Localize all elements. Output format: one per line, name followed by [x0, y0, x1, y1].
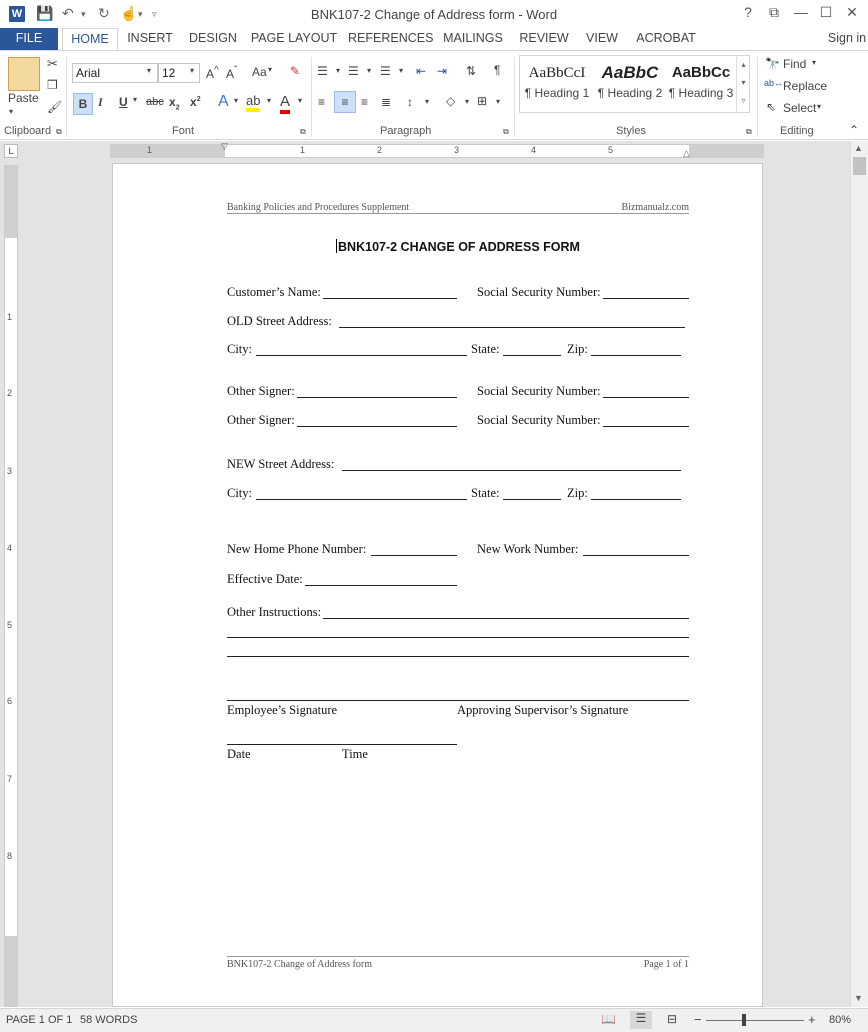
align-left-icon[interactable]: ≡: [318, 95, 326, 109]
ruler-number: 7: [7, 774, 13, 784]
style-heading-2[interactable]: [594, 60, 666, 100]
other-instructions-field[interactable]: [323, 618, 689, 619]
font-name-dropdown-icon[interactable]: ▾: [147, 66, 152, 75]
page-header: [227, 202, 689, 214]
font-color-icon[interactable]: A: [280, 93, 290, 114]
ruler-number: 4: [531, 145, 537, 155]
find-icon[interactable]: 🔭: [765, 57, 780, 71]
tab-references[interactable]: REFERENCES: [348, 31, 434, 45]
tab-selector[interactable]: L: [4, 144, 18, 158]
new-state-field[interactable]: [503, 499, 561, 500]
customer-name-label: Customer’s Name:: [227, 285, 321, 299]
multilevel-list-icon[interactable]: ☰: [380, 64, 391, 78]
strikethrough-icon[interactable]: abc: [146, 96, 164, 108]
sign-in-link[interactable]: Sign in: [827, 31, 867, 45]
undo-dropdown-icon[interactable]: ▾: [81, 9, 86, 19]
employee-signature-label: Employee’s Signature: [227, 703, 338, 717]
ruler-number: 2: [7, 388, 13, 398]
font-size-dropdown-icon[interactable]: ▾: [190, 66, 195, 75]
new-city-label: City:: [227, 486, 253, 500]
zoom-slider-thumb[interactable]: [742, 1014, 746, 1026]
collapse-ribbon-icon[interactable]: ⌃: [849, 123, 860, 137]
find-button[interactable]: Find: [783, 57, 807, 71]
scroll-thumb[interactable]: [853, 157, 866, 175]
ssn-label: Social Security Number:: [477, 413, 601, 427]
other-signer-label: Other Signer:: [227, 413, 295, 427]
font-launcher-icon[interactable]: ⧉: [300, 127, 306, 136]
new-work-number-label: New Work Number:: [477, 542, 579, 556]
ssn-field[interactable]: [603, 298, 689, 299]
ribbon-tabs: [0, 28, 868, 50]
tab-design[interactable]: DESIGN: [189, 31, 237, 45]
subscript-icon[interactable]: $x_2$: [169, 95, 180, 112]
scroll-down-icon[interactable]: ▼: [854, 993, 863, 1003]
minimize-icon[interactable]: —: [794, 4, 808, 20]
old-city-field[interactable]: [256, 355, 467, 356]
ruler-margin-left: [111, 145, 225, 157]
ruler-number: 4: [7, 543, 13, 553]
clear-formatting-icon[interactable]: ✎: [290, 64, 301, 78]
new-state-label: State:: [471, 486, 500, 500]
maximize-icon[interactable]: ☐: [819, 4, 833, 20]
find-dropdown-icon[interactable]: ▾: [812, 58, 817, 67]
decrease-indent-icon[interactable]: ⇤: [416, 64, 427, 78]
paragraph-group-label: Paragraph: [380, 125, 432, 137]
vertical-ruler[interactable]: [4, 165, 18, 1007]
ribbon-display-icon[interactable]: ⧉: [769, 4, 779, 20]
select-dropdown-icon[interactable]: ▾: [817, 102, 822, 111]
styles-group-label: Styles: [616, 125, 646, 137]
horizontal-ruler[interactable]: [110, 141, 764, 158]
group-divider: [514, 57, 515, 137]
borders-icon[interactable]: ⊞: [477, 94, 488, 108]
style-name: ¶ Heading 3: [668, 86, 734, 100]
ruler-number: 1: [147, 145, 153, 155]
numbering-icon[interactable]: ☰: [348, 64, 359, 78]
undo-icon[interactable]: ↶: [62, 5, 74, 21]
grow-font-icon[interactable]: A^: [206, 65, 219, 81]
style-heading-3[interactable]: [668, 60, 734, 100]
web-layout-icon[interactable]: ⊟: [667, 1012, 678, 1026]
styles-up-icon[interactable]: ▴: [741, 60, 746, 69]
cut-icon[interactable]: ✂: [47, 56, 58, 71]
tab-review[interactable]: REVIEW: [519, 31, 569, 45]
zoom-in-icon[interactable]: +: [808, 1012, 816, 1027]
ruler-margin-top: [5, 166, 17, 238]
page-count[interactable]: PAGE 1 OF 1: [6, 1014, 73, 1026]
underline-dropdown-icon[interactable]: ▾: [133, 95, 138, 104]
footer-left-text: BNK107-2 Change of Address form: [227, 959, 372, 970]
old-zip-field[interactable]: [591, 355, 681, 356]
tab-file[interactable]: FILE: [0, 28, 58, 50]
bold-icon[interactable]: B: [73, 93, 93, 115]
select-button[interactable]: Select: [783, 101, 817, 115]
right-indent-marker[interactable]: △: [683, 148, 690, 158]
new-street-label: NEW Street Address:: [227, 457, 335, 471]
borders-dropdown-icon[interactable]: ▾: [496, 97, 501, 106]
other-signer-label: Other Signer:: [227, 384, 295, 398]
customer-name-field[interactable]: [323, 298, 457, 299]
ruler-number: 5: [608, 145, 614, 155]
word-count[interactable]: 58 WORDS: [80, 1014, 138, 1026]
justify-icon[interactable]: ≣: [381, 95, 392, 109]
highlight-icon[interactable]: ab: [246, 93, 260, 112]
tab-insert[interactable]: INSERT: [127, 31, 173, 45]
other-signer-field[interactable]: [297, 426, 457, 427]
header-left-text: Banking Policies and Procedures Supplement: [227, 202, 410, 213]
line-spacing-icon[interactable]: ↕: [407, 95, 413, 109]
word-app-icon[interactable]: W: [9, 6, 25, 22]
signature-line[interactable]: [227, 700, 689, 701]
effective-date-field[interactable]: [305, 585, 457, 586]
tab-view[interactable]: VIEW: [586, 31, 618, 45]
customize-qat-icon[interactable]: ▿: [152, 9, 157, 19]
title-bar: [0, 0, 868, 28]
ruler-margin-bottom: [5, 936, 17, 1006]
numbering-dropdown-icon[interactable]: ▾: [367, 66, 372, 75]
ssn-label: Social Security Number:: [477, 384, 601, 398]
document-title-text: BNK107-2 CHANGE OF ADDRESS FORM: [338, 240, 580, 254]
styles-more-icon[interactable]: ▿: [741, 96, 746, 105]
style-name: ¶ Heading 2: [597, 86, 663, 100]
help-button[interactable]: ?: [744, 4, 752, 20]
group-divider: [757, 57, 758, 137]
print-layout-icon[interactable]: ☰: [630, 1011, 652, 1029]
document-title: [227, 239, 689, 254]
old-zip-label: Zip:: [567, 342, 588, 356]
close-icon[interactable]: ✕: [846, 4, 858, 20]
old-street-field[interactable]: [339, 327, 685, 328]
other-instructions-line[interactable]: [227, 637, 689, 638]
style-preview-text: AaBbCcI: [528, 65, 586, 81]
ruler-number: 1: [7, 312, 13, 322]
copy-icon[interactable]: ❐: [47, 78, 58, 92]
tab-acrobat[interactable]: ACROBAT: [636, 31, 696, 45]
date-label: Date: [227, 747, 251, 761]
tab-home[interactable]: HOME: [62, 28, 118, 50]
new-city-field[interactable]: [256, 499, 467, 500]
ssn-field[interactable]: [603, 426, 689, 427]
save-icon[interactable]: 💾: [36, 5, 54, 21]
text-effects-dropdown-icon[interactable]: ▾: [234, 96, 239, 105]
tab-mailings[interactable]: MAILINGS: [443, 31, 503, 45]
style-name: ¶ Heading 1: [524, 86, 590, 100]
shrink-font-icon[interactable]: $A^ˇ$: [226, 65, 238, 81]
font-color-dropdown-icon[interactable]: ▾: [298, 96, 303, 105]
editing-group-label: Editing: [780, 125, 814, 137]
paste-button[interactable]: Paste: [8, 91, 39, 105]
window-title: BNK107-2 Change of Address form - Word: [310, 7, 558, 22]
new-home-phone-label: New Home Phone Number:: [227, 542, 367, 556]
show-paragraph-marks-icon[interactable]: ¶: [494, 63, 501, 77]
ruler-number: 6: [7, 696, 13, 706]
zoom-out-icon[interactable]: −: [694, 1012, 702, 1027]
font-size-box[interactable]: 12: [158, 63, 200, 83]
time-label: Time: [342, 747, 368, 761]
old-street-label: OLD Street Address:: [227, 314, 332, 328]
new-work-number-field[interactable]: [583, 555, 689, 556]
increase-indent-icon[interactable]: ⇥: [437, 64, 448, 78]
scroll-up-icon[interactable]: ▲: [854, 143, 863, 153]
old-state-label: State:: [471, 342, 500, 356]
replace-button[interactable]: Replace: [783, 79, 828, 93]
style-heading-1[interactable]: [522, 60, 592, 100]
font-group-label: Font: [172, 125, 195, 137]
multilevel-dropdown-icon[interactable]: ▾: [399, 66, 404, 75]
header-right-text: Bizmanualz.com: [621, 202, 689, 213]
paste-icon[interactable]: [8, 57, 40, 91]
styles-scroll[interactable]: [736, 56, 750, 112]
style-preview-text: AaBbCc: [671, 64, 731, 81]
page-footer: [227, 956, 689, 970]
zoom-slider[interactable]: [706, 1020, 804, 1021]
superscript-icon[interactable]: $x^2$: [190, 95, 201, 109]
ssn-label: Social Security Number:: [477, 285, 601, 299]
ruler-number: 1: [300, 145, 306, 155]
other-signer-field[interactable]: [297, 397, 457, 398]
read-mode-icon[interactable]: 📖: [601, 1012, 616, 1026]
font-name-box[interactable]: Arial: [72, 63, 158, 83]
other-instructions-label: Other Instructions:: [227, 605, 322, 619]
styles-launcher-icon[interactable]: ⧉: [746, 127, 752, 136]
shading-dropdown-icon[interactable]: ▾: [465, 97, 470, 106]
new-street-field[interactable]: [342, 470, 681, 471]
indent-marker[interactable]: ▽: [221, 141, 228, 151]
ruler-number: 3: [7, 466, 13, 476]
redo-icon[interactable]: ↻: [98, 5, 110, 21]
other-instructions-line[interactable]: [227, 656, 689, 657]
tab-page-layout[interactable]: PAGE LAYOUT: [250, 31, 338, 45]
document-page[interactable]: [112, 163, 763, 1007]
zoom-level[interactable]: 80%: [829, 1014, 852, 1026]
ruler-number: 5: [7, 620, 13, 630]
paragraph-launcher-icon[interactable]: ⧉: [503, 127, 509, 136]
styles-gallery: [519, 55, 750, 113]
italic-icon[interactable]: I: [98, 95, 103, 109]
text-effects-icon[interactable]: A: [218, 93, 229, 110]
touch-mode-icon[interactable]: ☝: [120, 5, 138, 21]
change-case-dropdown-icon[interactable]: ▾: [268, 65, 273, 74]
bullets-icon[interactable]: ☰: [317, 64, 328, 78]
new-home-phone-field[interactable]: [371, 555, 457, 556]
text-cursor: [336, 239, 337, 253]
effective-date-label: Effective Date:: [227, 572, 303, 586]
align-center-icon[interactable]: ≡: [334, 91, 356, 113]
format-painter-icon[interactable]: 🖌: [47, 100, 63, 114]
bullets-dropdown-icon[interactable]: ▾: [336, 66, 341, 75]
ruler-margin-right: [689, 145, 763, 157]
select-icon[interactable]: ⇖: [766, 100, 777, 114]
group-divider: [311, 57, 312, 137]
touch-dropdown-icon[interactable]: ▾: [138, 9, 143, 19]
underline-icon[interactable]: U: [119, 95, 128, 109]
change-case-button[interactable]: Aa: [252, 65, 267, 79]
replace-icon[interactable]: ab↔: [764, 78, 784, 88]
status-bar: [0, 1008, 868, 1032]
sort-icon[interactable]: ⇅: [466, 64, 477, 78]
ruler-number: 3: [454, 145, 460, 155]
highlight-dropdown-icon[interactable]: ▾: [267, 96, 272, 105]
clipboard-group-label: Clipboard: [4, 125, 52, 137]
paste-dropdown-icon[interactable]: ▾: [9, 107, 14, 116]
clipboard-launcher-icon[interactable]: ⧉: [56, 127, 62, 136]
new-zip-field[interactable]: [591, 499, 681, 500]
document-area: [0, 141, 868, 1007]
date-time-line[interactable]: [227, 744, 457, 745]
vertical-scrollbar[interactable]: [850, 141, 868, 1007]
styles-down-icon[interactable]: ▾: [741, 78, 746, 87]
shading-icon[interactable]: ◇: [446, 94, 456, 108]
style-preview-text: AaBbC: [601, 63, 659, 82]
ruler-number: 8: [7, 851, 13, 861]
old-city-label: City:: [227, 342, 253, 356]
group-divider: [66, 57, 67, 137]
supervisor-signature-label: Approving Supervisor’s Signature: [457, 703, 629, 717]
footer-right-text: Page 1 of 1: [643, 959, 689, 970]
ssn-field[interactable]: [603, 397, 689, 398]
old-state-field[interactable]: [503, 355, 561, 356]
align-right-icon[interactable]: ≡: [361, 95, 369, 109]
line-spacing-dropdown-icon[interactable]: ▾: [425, 97, 430, 106]
ribbon: [0, 50, 868, 140]
new-zip-label: Zip:: [567, 486, 588, 500]
ruler-number: 2: [377, 145, 383, 155]
